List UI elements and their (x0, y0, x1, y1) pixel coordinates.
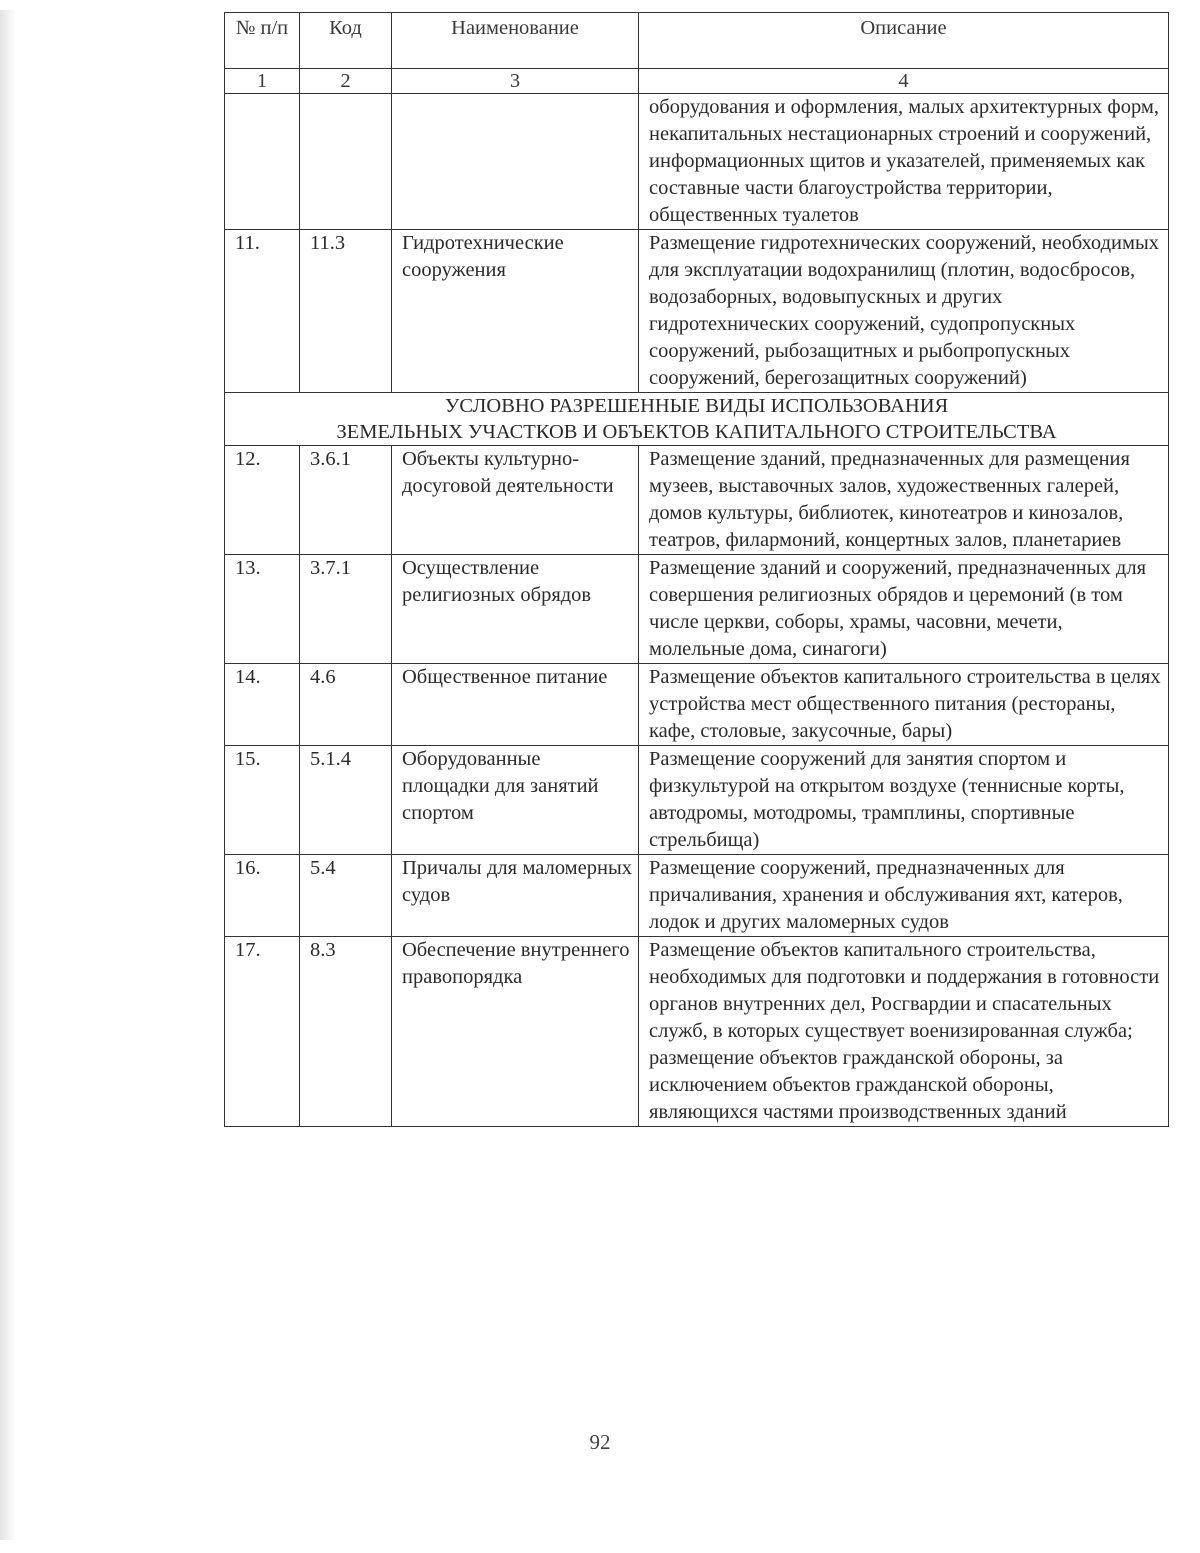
section-heading-line: ЗЕМЕЛЬНЫХ УЧАСТКОВ И ОБЪЕКТОВ КАПИТАЛЬНОГО СТРОИТЕЛЬСТВА (336, 421, 1057, 443)
table-header-row (225, 13, 1169, 69)
table-row (225, 94, 1169, 230)
header-code: Код (300, 13, 392, 69)
row-name: Причалы для маломерных судов (392, 855, 639, 937)
row-number: 14. (225, 664, 300, 746)
land-use-table (224, 12, 1169, 1127)
row-number (225, 94, 300, 230)
table-row (225, 855, 1169, 937)
row-number: 15. (225, 746, 300, 855)
column-number: 3 (392, 69, 639, 94)
row-description: Размещение гидротехнических сооружений, необходимых для эксплуатации водохранилищ (плотин, водосбросов, водозаборных, водовыпускных и других гидротехнических сооружений, судопропускных сооружений, рыбозащитных и рыбопропускных сооружений, берегозащитных сооружений) (639, 230, 1169, 393)
row-description: Размещение зданий, предназначенных для размещения музеев, выставочных залов, художественных галерей, домов культуры, библиотек, кинотеатров и кинозалов, театров, филармоний, концертных залов, планетариев (639, 446, 1169, 555)
row-code: 11.3 (300, 230, 392, 393)
row-description: Размещение сооружений для занятия спортом и физкультурой на открытом воздухе (теннисные корты, автодромы, мотодромы, трамплины, спортивные стрельбища) (639, 746, 1169, 855)
row-number: 11. (225, 230, 300, 393)
row-code: 3.6.1 (300, 446, 392, 555)
table-row (225, 555, 1169, 664)
row-description: Размещение сооружений, предназначенных для причаливания, хранения и обслуживания яхт, катеров, лодок и других маломерных судов (639, 855, 1169, 937)
row-number: 16. (225, 855, 300, 937)
row-description: Размещение объектов капитального строительства, необходимых для подготовки и поддержания в готовности органов внутренних дел, Росгвардии и спасательных служб, в которых существует военизированная служба; размещение объектов гражданской обороны, за исключением объектов гражданской обороны, являющихся частями производственных зданий (639, 937, 1169, 1127)
section-heading-row (225, 393, 1169, 446)
row-name: Обеспечение внутреннего правопорядка (392, 937, 639, 1127)
header-number: № п/п (225, 13, 300, 69)
page-number: 92 (589, 1430, 611, 1454)
table-row (225, 746, 1169, 855)
scan-edge-shadow (0, 10, 16, 1540)
column-number: 1 (225, 69, 300, 94)
row-description: оборудования и оформления, малых архитектурных форм, некапитальных нестационарных строений и сооружений, информационных щитов и указателей, применяемых как составные части благоустройства территории, общественных туалетов (639, 94, 1169, 230)
section-heading (225, 393, 1169, 446)
header-name: Наименование (392, 13, 639, 69)
row-code: 4.6 (300, 664, 392, 746)
row-code: 5.4 (300, 855, 392, 937)
row-description: Размещение объектов капитального строительства в целях устройства мест общественного питания (рестораны, кафе, столовые, закусочные, бары) (639, 664, 1169, 746)
row-number: 13. (225, 555, 300, 664)
table-row (225, 446, 1169, 555)
table-row (225, 664, 1169, 746)
row-code: 5.1.4 (300, 746, 392, 855)
row-code: 3.7.1 (300, 555, 392, 664)
section-heading-line: УСЛОВНО РАЗРЕШЕННЫЕ ВИДЫ ИСПОЛЬЗОВАНИЯ (444, 395, 949, 417)
row-name: Гидротехнические сооружения (392, 230, 639, 393)
table-row (225, 937, 1169, 1127)
column-number: 4 (639, 69, 1169, 94)
table-row (225, 230, 1169, 393)
row-name (392, 94, 639, 230)
row-description: Размещение зданий и сооружений, предназначенных для совершения религиозных обрядов и церемоний (в том числе церкви, соборы, храмы, часовни, мечети, молельные дома, синагоги) (639, 555, 1169, 664)
row-number: 12. (225, 446, 300, 555)
row-code: 8.3 (300, 937, 392, 1127)
header-description: Описание (639, 13, 1169, 69)
column-number-row (225, 69, 1169, 94)
row-name: Осуществление религиозных обрядов (392, 555, 639, 664)
row-code (300, 94, 392, 230)
row-name: Оборудованные площадки для занятий спортом (392, 746, 639, 855)
column-number: 2 (300, 69, 392, 94)
row-name: Общественное питание (392, 664, 639, 746)
row-number: 17. (225, 937, 300, 1127)
row-name: Объекты культурно-досуговой деятельности (392, 446, 639, 555)
